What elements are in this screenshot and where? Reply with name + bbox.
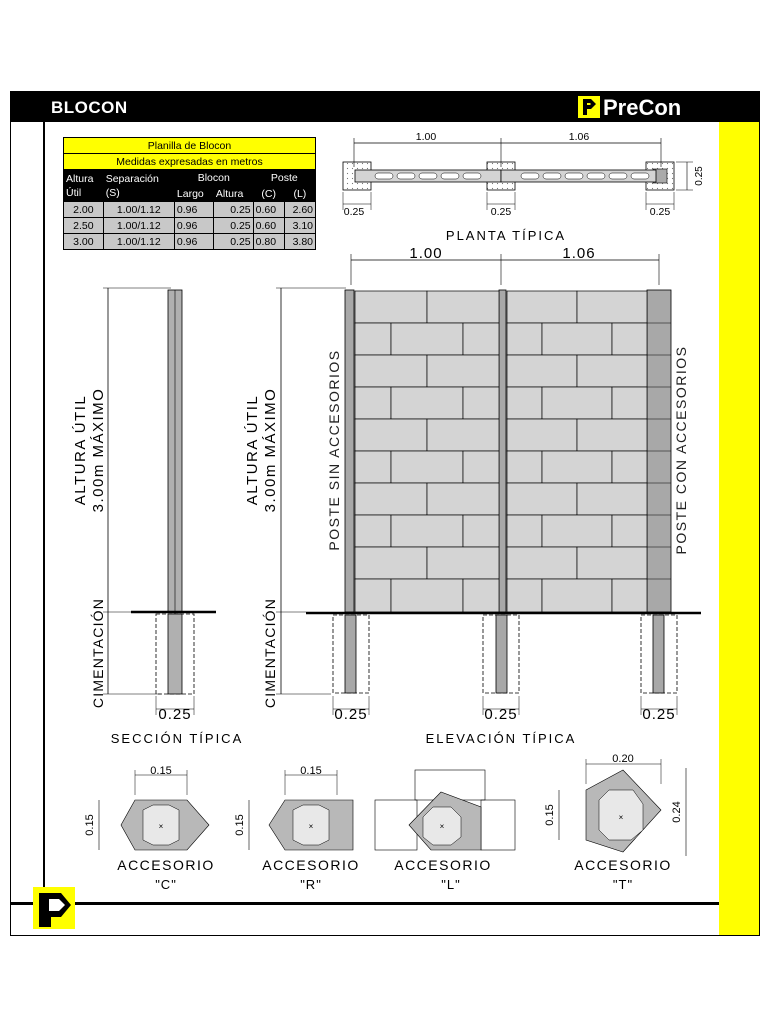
elev-height-1: ALTURA ÚTIL — [244, 394, 261, 506]
header-separacion: Separación (S) — [103, 170, 174, 202]
elevation-dimensions — [351, 245, 659, 285]
header-altura: Altura Útil — [64, 170, 104, 202]
table-row: 2.00 1.00/1.12 0.96 0.25 0.60 2.60 — [64, 202, 316, 218]
plan-dim-right: 1.06 — [568, 131, 590, 143]
plan-dim-post-2: 0.25 — [490, 206, 512, 218]
elev-dim-base-1: 0.25 — [334, 706, 368, 723]
section-view — [72, 288, 243, 746]
plan-dim-post-1: 0.25 — [343, 206, 365, 218]
acc-t-type: "T" — [612, 877, 634, 892]
post-middle — [499, 290, 506, 612]
section-height-2: 3.00m MÁXIMO — [90, 387, 107, 513]
svg-text:×: × — [308, 822, 314, 831]
acc-t-name: ACCESORIO — [574, 857, 672, 873]
elev-dim-base-2: 0.25 — [484, 706, 518, 723]
header-blocon: Blocon — [174, 170, 253, 186]
table-subtitle: Medidas expresadas en metros — [64, 154, 316, 170]
elev-foundation: CIMENTACIÓN — [262, 597, 278, 709]
elev-dim-base-3: 0.25 — [642, 706, 676, 723]
acc-c-name: ACCESORIO — [117, 857, 215, 873]
acc-t-dim-h2: 0.24 — [671, 801, 683, 823]
block-wall-left — [355, 291, 499, 612]
plan-dim-post-3: 0.25 — [649, 206, 671, 218]
header-c: (C) — [253, 186, 284, 202]
block-wall-right — [507, 291, 647, 612]
section-dim-base: 0.25 — [158, 706, 192, 723]
accessory-c — [84, 765, 215, 892]
svg-text:×: × — [158, 822, 164, 831]
plan-label: PLANTA TÍPICA — [445, 228, 567, 243]
drawing-sheet — [10, 91, 760, 936]
accessory-t — [544, 753, 686, 892]
elev-dim-right: 1.06 — [562, 245, 596, 262]
acc-r-type: "R" — [300, 877, 322, 892]
post-left — [345, 290, 354, 612]
accessory-l — [375, 770, 515, 892]
table-row: 2.50 1.00/1.12 0.96 0.25 0.60 3.10 — [64, 218, 316, 234]
elevation-view — [244, 288, 701, 746]
post-no-accessories-label: POSTE SIN ACCESORIOS — [326, 349, 342, 551]
acc-c-type: "C" — [155, 877, 177, 892]
plan-view — [343, 131, 705, 243]
precon-corner-logo-icon — [33, 887, 75, 929]
acc-r-name: ACCESORIO — [262, 857, 360, 873]
header-alto: Altura — [213, 186, 253, 202]
technical-drawing — [11, 92, 759, 935]
plan-dim-left: 1.00 — [415, 131, 437, 143]
company-name: PreCon — [603, 95, 682, 120]
accessory-r — [234, 765, 360, 892]
section-label: SECCIÓN TÍPICA — [110, 731, 244, 746]
acc-l-name: ACCESORIO — [394, 857, 492, 873]
plan-dim-height: 0.25 — [694, 166, 705, 186]
acc-t-dim-w: 0.20 — [612, 753, 634, 765]
section-height-1: ALTURA ÚTIL — [72, 394, 89, 506]
acc-c-dim-w: 0.15 — [150, 765, 172, 777]
header-poste: Poste — [253, 170, 315, 186]
table-row: 3.00 1.00/1.12 0.96 0.25 0.80 3.80 — [64, 234, 316, 250]
acc-c-dim-h: 0.15 — [84, 814, 96, 836]
brand-title: BLOCON — [51, 98, 128, 117]
elev-dim-left: 1.00 — [409, 245, 443, 262]
acc-r-dim-h: 0.15 — [234, 814, 246, 836]
acc-t-dim-h: 0.15 — [544, 804, 556, 826]
post-with-accessories-label: POSTE CON ACCESORIOS — [673, 345, 689, 555]
svg-text:×: × — [618, 813, 624, 822]
table-title: Planilla de Blocon — [64, 138, 316, 154]
elevation-label: ELEVACIÓN TÍPICA — [425, 731, 577, 746]
elev-height-2: 3.00m MÁXIMO — [262, 387, 279, 513]
header-l: (L) — [284, 186, 315, 202]
svg-text:×: × — [439, 822, 445, 831]
section-foundation: CIMENTACIÓN — [90, 597, 106, 709]
acc-l-type: "L" — [441, 877, 461, 892]
header-largo: Largo — [174, 186, 213, 202]
acc-r-dim-w: 0.15 — [300, 765, 322, 777]
